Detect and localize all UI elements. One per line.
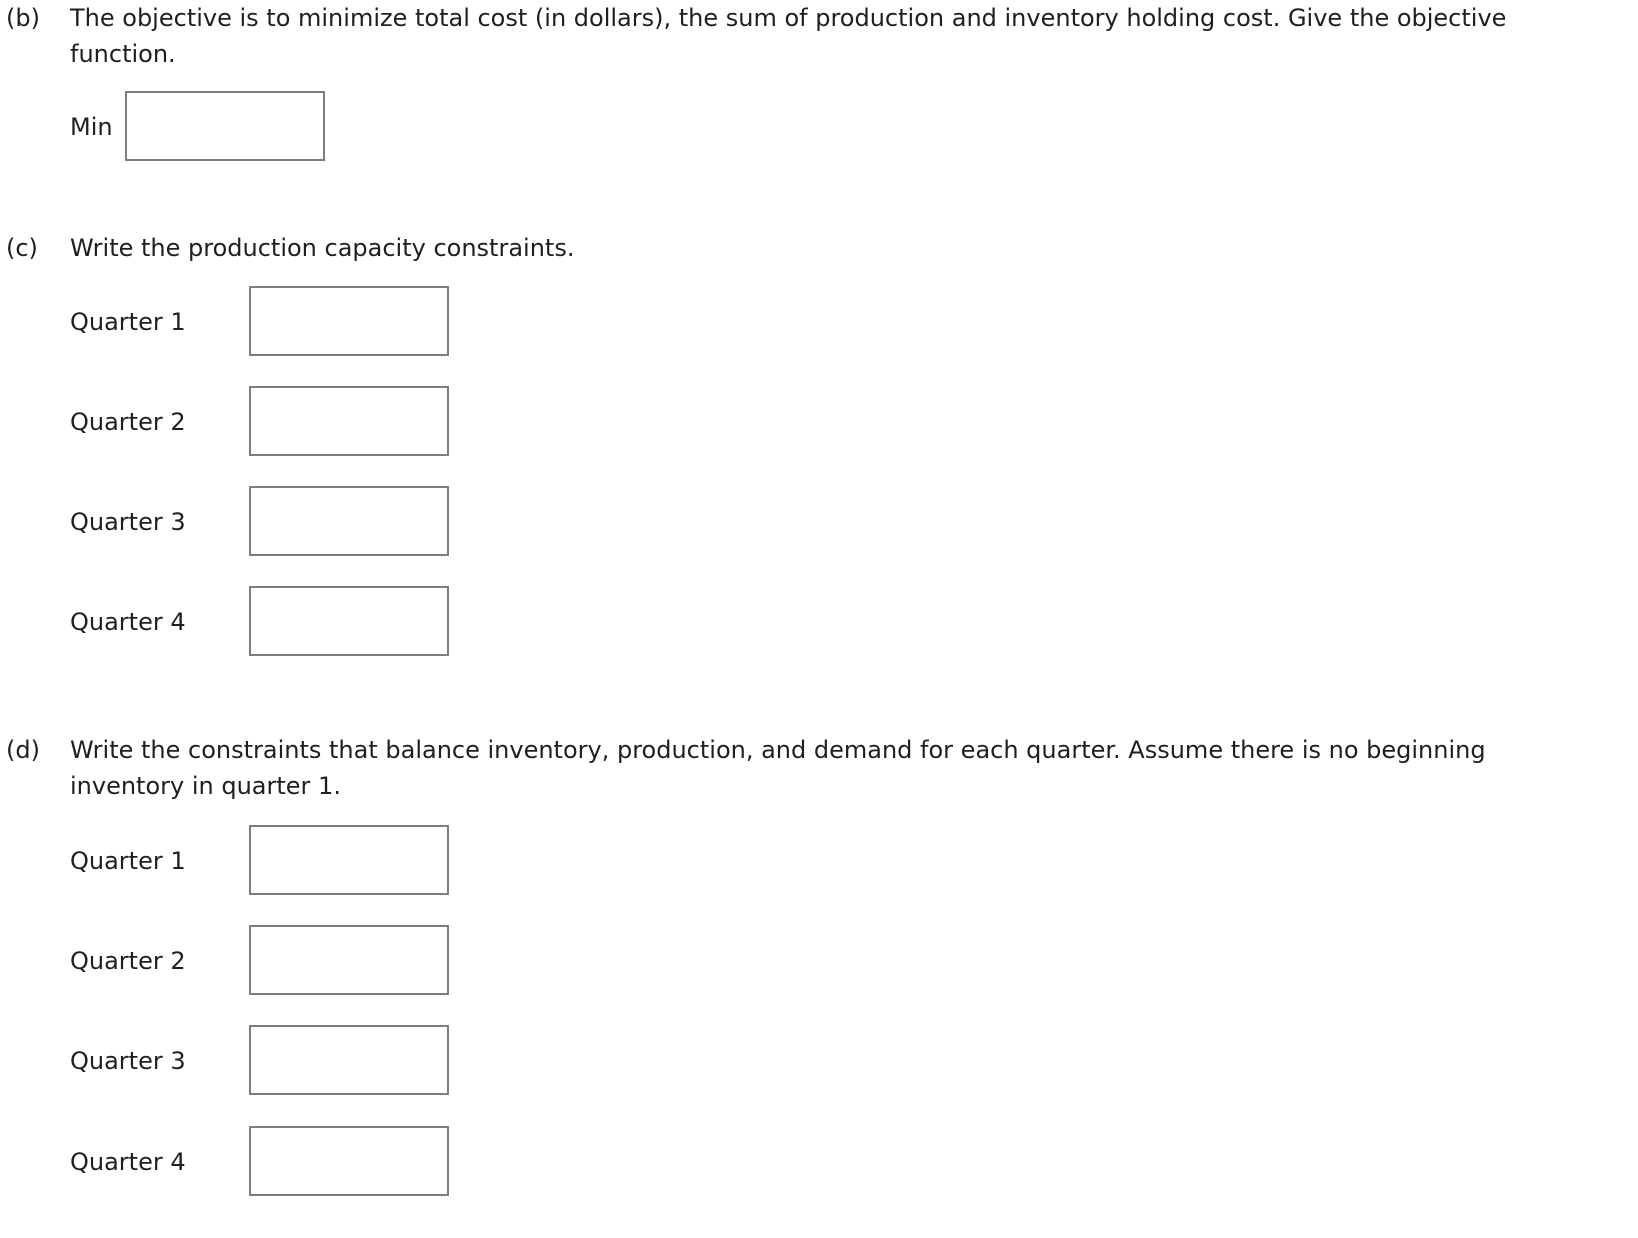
capacity-quarter-2-input[interactable] [249, 386, 449, 456]
part-b-letter: (b) [6, 4, 40, 32]
part-c-letter: (c) [6, 234, 38, 262]
capacity-quarter-4-input[interactable] [249, 586, 449, 656]
balance-quarter-1-input[interactable] [249, 825, 449, 895]
balance-quarter-3-input[interactable] [249, 1025, 449, 1095]
part-d-question [70, 732, 1486, 804]
part-d-letter: (d) [6, 736, 40, 764]
capacity-quarter-1-input[interactable] [249, 286, 449, 356]
part-c-question: Write the production capacity constraints. [70, 234, 575, 262]
balance-quarter-1-label: Quarter 1 [70, 847, 186, 875]
part-d-question-line1: Write the constraints that balance inventory, production, and demand for each quarter. Assume there is no beginning [70, 736, 1486, 764]
balance-quarter-3-label: Quarter 3 [70, 1047, 186, 1075]
part-b-question [70, 0, 1506, 72]
capacity-quarter-3-label: Quarter 3 [70, 508, 186, 536]
part-b-question-line2: function. [70, 40, 176, 68]
objective-function-input[interactable] [125, 91, 325, 161]
balance-quarter-2-label: Quarter 2 [70, 947, 186, 975]
capacity-quarter-4-label: Quarter 4 [70, 608, 186, 636]
part-b-question-line1: The objective is to minimize total cost (in dollars), the sum of production and inventory holding cost. Give the objective [70, 4, 1507, 32]
part-d-question-line2: inventory in quarter 1. [70, 772, 341, 800]
capacity-quarter-1-label: Quarter 1 [70, 308, 186, 336]
balance-quarter-2-input[interactable] [249, 925, 449, 995]
balance-quarter-4-label: Quarter 4 [70, 1148, 186, 1176]
capacity-quarter-3-input[interactable] [249, 486, 449, 556]
balance-quarter-4-input[interactable] [249, 1126, 449, 1196]
min-label: Min [70, 113, 113, 141]
capacity-quarter-2-label: Quarter 2 [70, 408, 186, 436]
